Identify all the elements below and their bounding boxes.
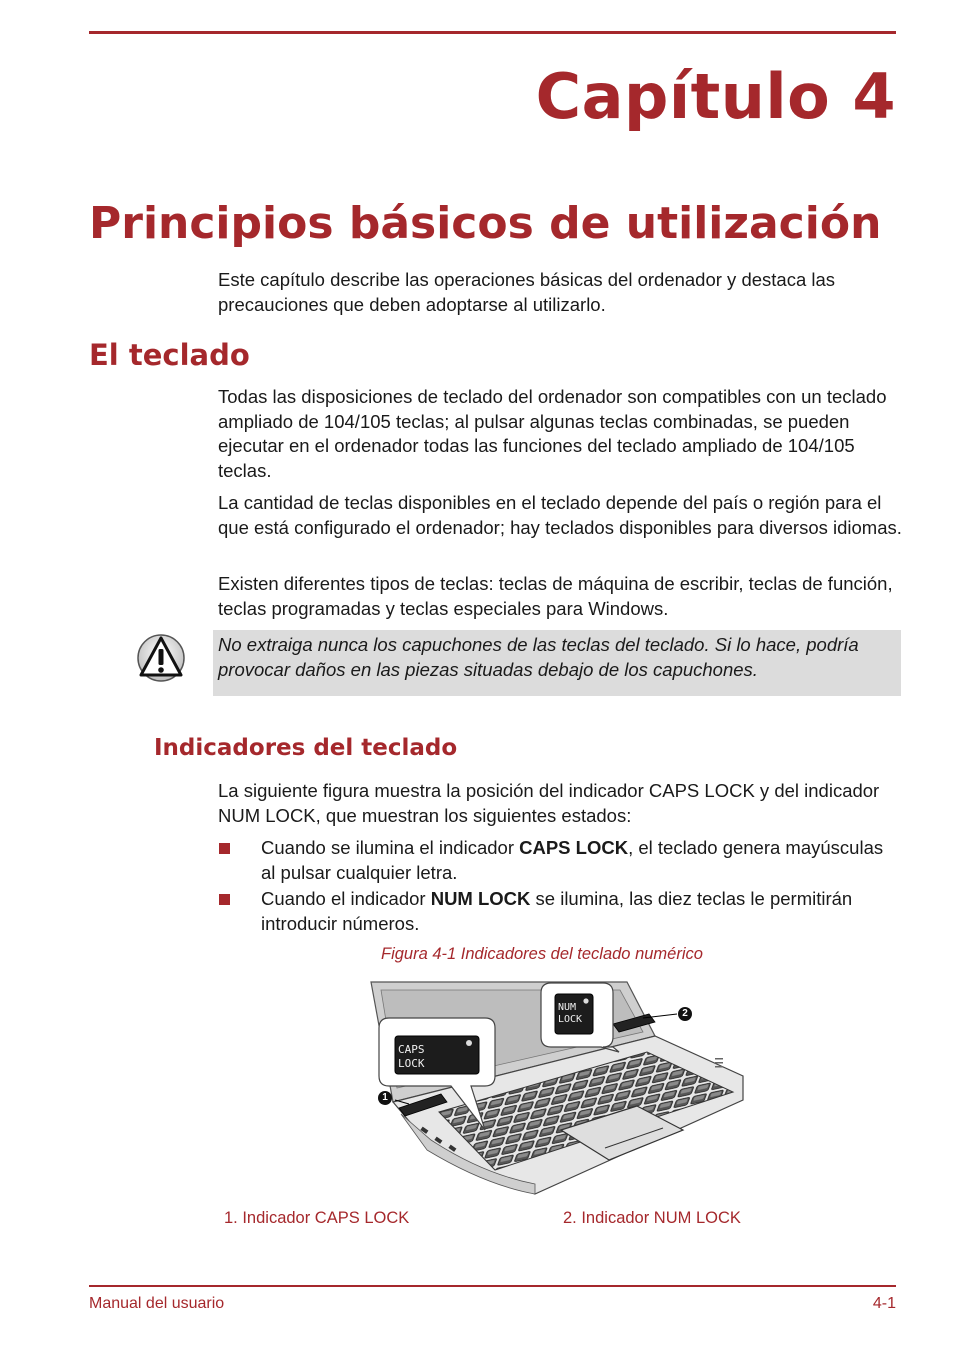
page-title: Principios básicos de utilización <box>89 198 882 249</box>
callout-number-2: 2 <box>682 1008 688 1019</box>
caps-key-line: CAPS <box>398 1043 425 1056</box>
warning-text: No extraiga nunca los capuchones de las teclas del teclado. Si lo hace, podría provocar daños en las piezas situadas debajo de los capuchones. <box>218 634 859 680</box>
top-rule <box>89 31 896 34</box>
keyboard-paragraph-1: Todas las disposiciones de teclado del ordenador son compatibles con un teclado ampliado de 104/105 teclas; al pulsar algunas teclas combinadas, se pueden ejecutar en el ordenador todas las funciones del teclado ampliado de 104/105 teclas. <box>218 386 887 481</box>
bullet-text-part: se ilumina, las diez teclas le permitirán introducir números. <box>261 888 853 934</box>
figure-caption: Figura 4-1 Indicadores del teclado numérico <box>381 945 703 963</box>
bullet-num-lock <box>261 887 901 936</box>
intro-paragraph: Este capítulo describe las operaciones básicas del ordenador y destaca las precauciones que deben adoptarse al utilizarlo. <box>218 269 836 315</box>
bullet-marker <box>219 843 230 854</box>
section-heading-keyboard: El teclado <box>89 338 250 372</box>
num-key-line: NUM <box>558 1002 577 1013</box>
section-heading-indicators: Indicadores del teclado <box>154 735 458 761</box>
bullet-marker <box>219 894 230 905</box>
chapter-label: Capítulo 4 <box>535 60 896 133</box>
caps-key-line: LOCK <box>398 1057 425 1070</box>
indicators-intro: La siguiente figura muestra la posición del indicador CAPS LOCK y del indicador NUM LOCK, que muestran los siguientes estados: <box>218 780 880 826</box>
keyboard-illustration <box>365 980 750 1200</box>
bullet-bold-term: CAPS LOCK <box>519 837 629 858</box>
caps-lock-key-label <box>398 1043 425 1071</box>
num-key-line: LOCK <box>558 1014 583 1025</box>
footer-rule <box>89 1285 896 1287</box>
keyboard-paragraph-2: La cantidad de teclas disponibles en el teclado depende del país o región para el que está configurado el ordenador; hay teclados disponibles para diversos idiomas. <box>218 492 902 538</box>
callout-number-1: 1 <box>382 1092 388 1103</box>
warning-triangle-icon <box>135 631 187 685</box>
legend-num-lock: 2. Indicador NUM LOCK <box>563 1209 741 1227</box>
bullet-text-part: , el teclado genera mayúsculas al pulsar cualquier letra. <box>261 837 884 883</box>
bullet-text-part: Cuando se ilumina el indicador <box>261 837 520 858</box>
bullet-bold-term: NUM LOCK <box>430 888 531 909</box>
legend-caps-lock: 1. Indicador CAPS LOCK <box>224 1209 410 1227</box>
keyboard-paragraph-3: Existen diferentes tipos de teclas: teclas de máquina de escribir, teclas de función, teclas programadas y teclas especiales para Windows. <box>218 573 893 619</box>
footer-page-number: 4-1 <box>872 1295 896 1312</box>
footer-manual-title: Manual del usuario <box>89 1295 225 1312</box>
bullet-text-part: Cuando el indicador <box>261 888 431 909</box>
num-lock-key-label <box>558 1002 582 1026</box>
warning-note <box>213 630 901 696</box>
bullet-caps-lock <box>261 836 901 885</box>
